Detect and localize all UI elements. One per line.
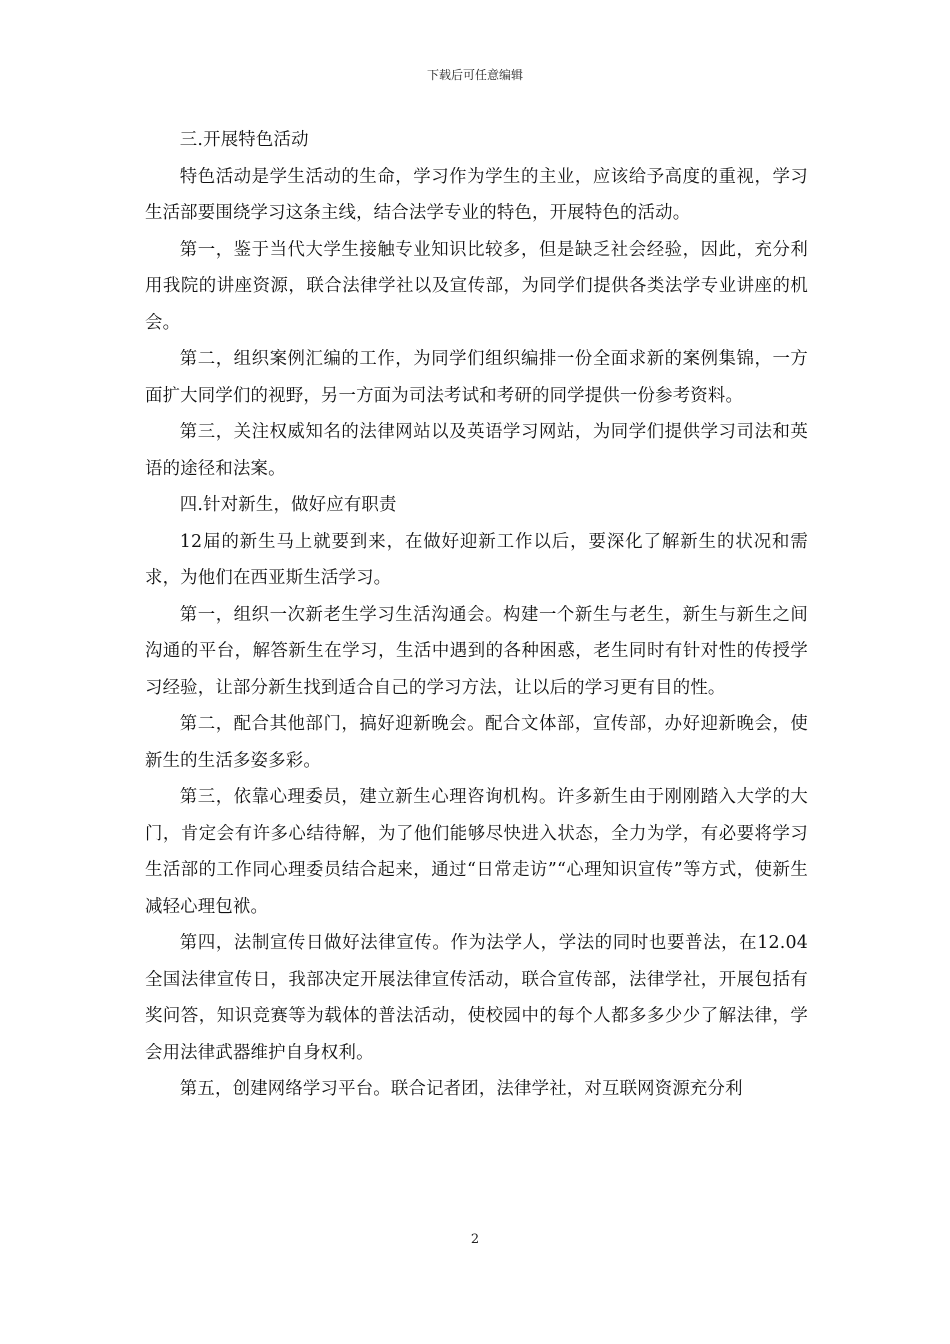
- paragraph: 第三，关注权威知名的法律网站以及英语学习网站，为同学们提供学习司法和英语的途径和法案。: [145, 422, 808, 479]
- paragraph: 第二，配合其他部门，搞好迎新晚会。配合文体部，宣传部，办好迎新晚会，使新生的生活多姿多彩。: [145, 714, 808, 771]
- paragraph: 第二，组织案例汇编的工作，为同学们组织编排一份全面求新的案例集锦，一方面扩大同学们的视野，另一方面为司法考试和考研的同学提供一份参考资料。: [145, 349, 808, 406]
- page-header: 下载后可任意编辑: [426, 68, 523, 82]
- paragraph: 第一，组织一次新老生学习生活沟通会。构建一个新生与老生，新生与新生之间沟通的平台，解答新生在学习，生活中遇到的各种困惑，老生同时有针对性的传授学习经验，让部分新生找到适合自己的学习方法，让以后的学习更有目的性。: [145, 604, 808, 698]
- paragraph: 第五，创建网络学习平台。联合记者团，法律学社，对互联网资源充分利: [179, 1079, 743, 1099]
- document-body: [145, 122, 808, 1108]
- section-heading: 三.开展特色活动: [179, 130, 309, 150]
- paragraph: 特色活动是学生活动的生命，学习作为学生的主业，应该给予高度的重视，学习生活部要围绕学习这条主线，结合法学专业的特色，开展特色的活动。: [145, 166, 808, 223]
- paragraph: 第四，法制宣传日做好法律宣传。作为法学人，学法的同时也要普法，在12.04全国法律宣传日，我部决定开展法律宣传活动，联合宣传部，法律学社，开展包括有奖问答，知识竞赛等为载体的普法活动，使校园中的每个人都多多少少了解法律，学会用法律武器维护自身权利。: [145, 933, 808, 1063]
- section-heading: 四.针对新生，做好应有职责: [179, 495, 397, 515]
- page-number: 2: [470, 1232, 480, 1247]
- paragraph: 第三，依靠心理委员，建立新生心理咨询机构。许多新生由于刚刚踏入大学的大门，肯定会有许多心结待解，为了他们能够尽快进入状态，全力为学，有必要将学习生活部的工作同心理委员结合起来，通过“日常走访”“心理知识宣传”等方式，使新生减轻心理包袱。: [145, 787, 808, 917]
- paragraph: 第一，鉴于当代大学生接触专业知识比较多，但是缺乏社会经验，因此，充分利用我院的讲座资源，联合法律学社以及宣传部，为同学们提供各类法学专业讲座的机会。: [145, 239, 808, 333]
- paragraph: 12届的新生马上就要到来，在做好迎新工作以后，要深化了解新生的状况和需求，为他们在西亚斯生活学习。: [145, 531, 808, 588]
